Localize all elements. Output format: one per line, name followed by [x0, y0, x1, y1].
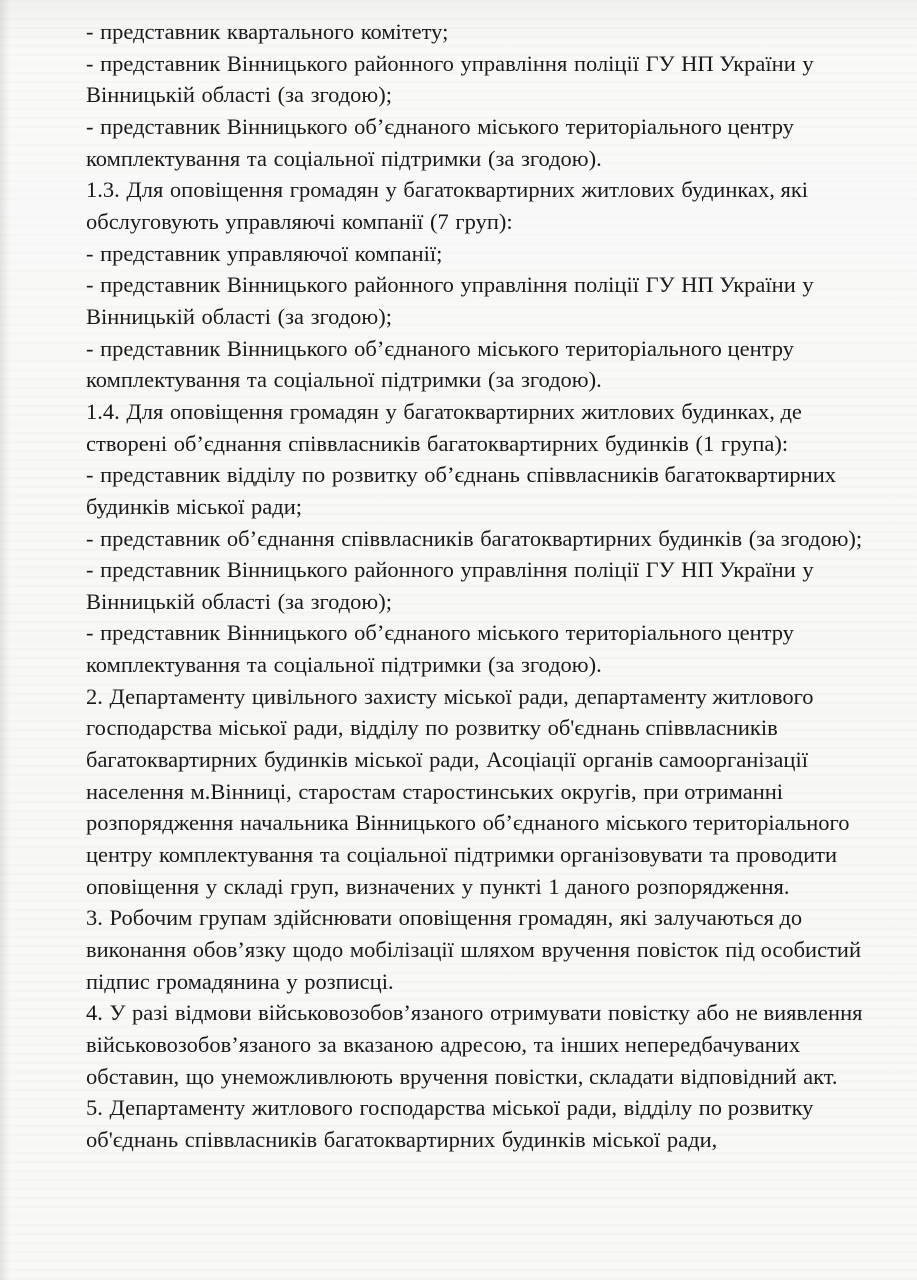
text-line: - представник квартального комітету;: [86, 19, 449, 44]
text-line: співвласників багатоквартирних будинків міської ради, Асоціації органів: [86, 715, 778, 773]
paragraph-dash-item: [86, 554, 883, 617]
paragraph-numbered-1-4: [86, 396, 883, 459]
paragraph-dash-item: [86, 459, 883, 522]
paragraph-numbered-2: [86, 681, 883, 903]
text-line: розвитку об'єднань співвласників багатоквартирних будинків міської ради,: [86, 1095, 814, 1152]
text-line: особистий підпис громадянина у розписці.: [86, 937, 861, 994]
text-line: отриманні розпорядження начальника Вінницького об’єднаного міського: [86, 778, 784, 836]
paragraph-numbered-4: [86, 997, 883, 1092]
text-line: центру комплектування та соціальної підтримки (за згодою).: [86, 113, 794, 171]
paragraph-numbered-3: [86, 902, 883, 997]
text-line: 2. Департаменту цивільного захисту міської ради, департаменту: [86, 683, 707, 709]
document-text-block: [86, 16, 883, 1156]
text-line: - представник Вінницького об’єднаного міського територіального: [86, 620, 722, 646]
paragraph-dash-item: [86, 111, 883, 174]
text-line: 1.4. Для оповіщення громадян у багатоквартирних житлових будинках,: [86, 398, 775, 424]
text-line: України у Вінницькій області (за згодою);: [86, 50, 814, 108]
text-line: - представник управляючої компанії;: [86, 240, 443, 266]
text-line: які обслуговують управляючі компанії (7 груп):: [86, 177, 809, 234]
text-line: України у Вінницькій області (за згодою);: [86, 557, 814, 614]
text-line: 5. Департаменту житлового господарства міської ради, відділу по: [86, 1095, 723, 1121]
text-line: - представник Вінницького об’єднаного міського територіального: [86, 113, 722, 139]
text-line: 1.3. Для оповіщення громадян у багатоквартирних житлових будинках,: [86, 177, 775, 203]
text-line: 3. Робочим групам здійснювати оповіщення громадян, які залучаються: [86, 905, 774, 931]
text-line: до виконання обов’язку щодо мобілізації шляхом вручення повісток під: [86, 905, 803, 963]
paragraph-dash-item: [86, 48, 883, 111]
text-line: - представник об’єднання співвласників багатоквартирних будинків (за: [86, 525, 776, 551]
paragraph-numbered-5: [86, 1092, 883, 1155]
text-line: самоорганізації населення м.Вінниці, старостам старостинських округів, при: [86, 747, 808, 804]
paragraph-dash-item: [86, 523, 883, 555]
text-line: територіального центру комплектування та соціальної підтримки: [86, 810, 850, 868]
text-line: організовувати та проводити оповіщення у складі груп, визначених у пункті 1: [86, 842, 838, 899]
paragraph-dash-item: [86, 617, 883, 680]
text-line: непередбачуваних обставин, що унеможливлюють вручення повістки,: [86, 1032, 801, 1089]
paragraph-numbered-1-3: [86, 174, 883, 237]
paragraph-dash-item: [86, 238, 883, 270]
paragraph-dash-item: [86, 333, 883, 396]
text-line: багатоквартирних будинків міської ради;: [86, 462, 837, 519]
text-line: де створені об’єднання співвласників багатоквартирних будинків (1 група):: [86, 398, 802, 456]
text-line: центру комплектування та соціальної підтримки (за згодою).: [86, 335, 794, 393]
text-line: - представник Вінницького районного управління поліції ГУ НП: [86, 557, 714, 583]
text-line: житлового господарства міської ради, відділу по розвитку об'єднань: [86, 683, 814, 741]
text-line: центру комплектування та соціальної підтримки (за згодою).: [86, 620, 794, 678]
text-line: 4. У разі відмови військовозобов’язаного отримувати повістку або не: [86, 1000, 758, 1026]
text-line: виявлення військовозобов’язаного за вказаною адресою, та інших: [86, 1000, 863, 1057]
text-line: - представник Вінницького районного управління поліції ГУ НП: [86, 50, 714, 76]
text-line: - представник Вінницького об’єднаного міського територіального: [86, 335, 722, 361]
text-line: - представник Вінницького районного управління поліції ГУ НП: [86, 272, 714, 298]
text-line: даного розпорядження.: [565, 873, 790, 899]
paragraph-dash-item: [86, 16, 883, 48]
text-line: згодою);: [780, 525, 863, 551]
text-line: складати відповідний акт.: [588, 1063, 838, 1089]
text-line: - представник відділу по розвитку об’єднань співвласників: [86, 462, 659, 488]
paragraph-dash-item: [86, 269, 883, 332]
text-line: України у Вінницькій області (за згодою);: [86, 272, 814, 329]
